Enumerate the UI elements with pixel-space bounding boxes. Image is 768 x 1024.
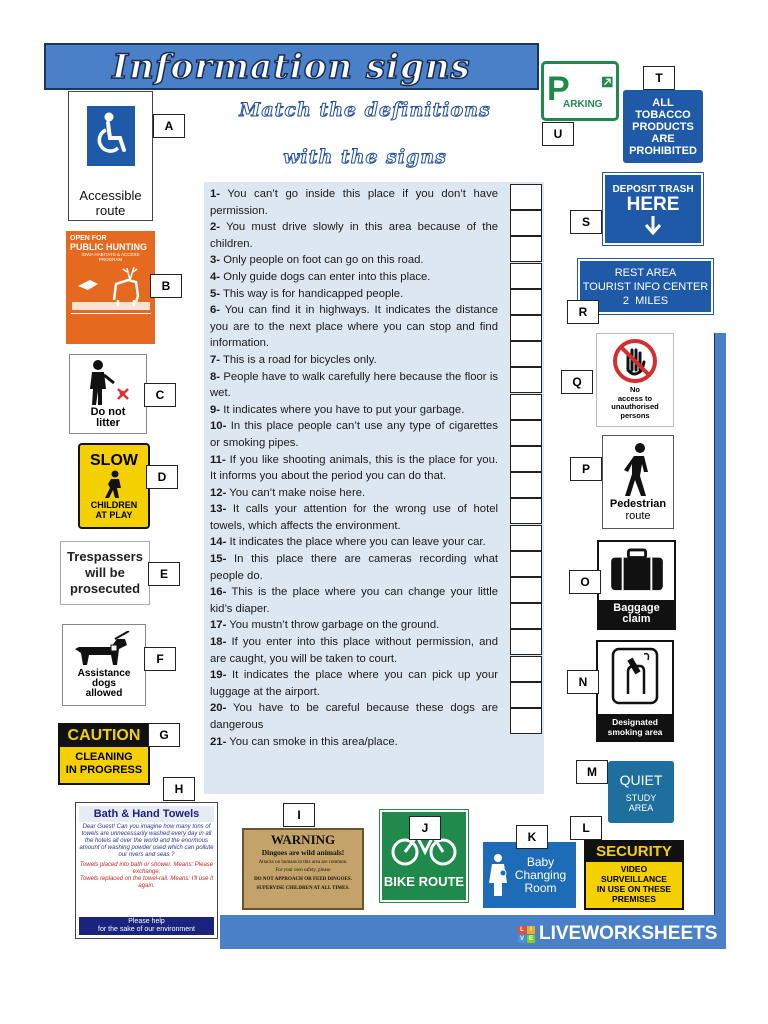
definition-item [210,452,498,485]
definition-number: 12- [210,486,227,499]
definition-item [210,734,498,751]
sign-noaccess-line4: persons [620,410,650,420]
sign-no-access [596,333,674,427]
answer-box[interactable] [510,656,542,682]
sign-slow-children [78,443,150,529]
sign-baby-line1: Baby [526,854,555,869]
definition-text: In this place people can’t use any type of cigarettes or smoking pipes. [210,420,498,449]
definition-text: If you enter into this place without permission, and are caught, you will be taken to court. [210,636,498,665]
diagonal-arrow-icon [602,69,613,95]
sign-quiet-study-area [608,761,674,823]
page-right-border [714,333,726,921]
definition-text: It indicates the place where you can leave your car. [229,536,486,549]
sign-deposit-trash [603,173,703,245]
definition-item [210,617,498,634]
definition-text: It indicates where you have to put your garbage. [223,403,465,416]
sign-dingo-warning [242,828,364,910]
running-child-icon [101,470,127,500]
definition-number: 9- [210,403,221,416]
letter-label-f: F [144,647,176,671]
sign-security-line3: SURVEILLANCE [601,874,667,884]
definition-number: 10- [210,420,227,433]
answer-box[interactable] [510,682,542,708]
definition-item [210,402,498,419]
page-title: Information signs [112,46,471,87]
definition-number: 4- [210,270,221,283]
definition-text: It calls your attention for the wrong use of hotel towels, which affects the environment. [210,503,499,532]
sign-security-line1: SECURITY [586,842,682,862]
definition-text: You have to be careful because these dogs are dangerous [210,702,499,731]
definition-number: 20- [210,702,227,715]
sign-trash-line1: DEPOSIT TRASH [612,183,694,195]
sign-dingo-line2: Dingoes are wild animals! [261,848,345,857]
letter-label-c: C [144,383,176,407]
liveworksheets-brand: LIVEWORKSHEETS [539,923,718,944]
definition-text: Only people on foot can go on this road. [223,254,424,267]
sign-dingo-line1: WARNING [270,832,336,847]
sign-litter-line2: litter [96,417,120,429]
lw-mark-letter: L [518,926,526,934]
definition-item [210,219,498,252]
definition-item [210,534,498,551]
sign-designated-smoking [596,640,674,742]
guide-dog-icon [71,631,137,669]
sign-caution-line3: IN PROGRESS [65,764,143,776]
sign-accessible-line1: Accessible [79,188,142,203]
liveworksheets-mark-icon [518,926,535,943]
answer-box[interactable] [510,263,542,289]
letter-label-h: H [163,777,195,801]
sign-caution-line2: CLEANING [75,751,133,763]
sign-noaccess-line3: unauthorised [611,402,659,411]
litter-person-icon [80,359,136,407]
sign-security-line2: VIDEO [620,864,648,874]
liveworksheets-logo [518,923,723,945]
lw-mark-letter: I [527,926,535,934]
sign-towels-title: Bath & Hand Towels [79,806,214,822]
definition-text: Only guide dogs can enter into this place. [223,270,431,283]
letter-label-d: D [146,465,178,489]
answer-box[interactable] [510,210,542,236]
sign-quiet-line1: QUIET [619,772,663,788]
answer-box[interactable] [510,629,542,655]
definition-number: 19- [210,669,227,682]
sign-slow-line2: CHILDREN [90,500,138,510]
sign-dingo-line6: SUPERVISE CHILDREN AT ALL TIMES. [256,886,350,891]
lw-mark-letter: V [519,935,524,942]
sign-noaccess-line2: access to [617,393,653,403]
letter-label-a: A [153,114,185,138]
pedestrian-icon [618,442,658,498]
definition-number: 14- [210,536,227,549]
letter-label-n: N [567,670,599,694]
definition-text: This is a road for bicycles only. [222,353,377,366]
definition-item [210,252,498,269]
sign-trespassers-line2: will be [85,565,125,580]
sign-accessible-line2: route [95,203,126,218]
definition-text: This way is for handicapped people. [222,287,404,300]
sign-dingo-line4: For your own safety, please [275,868,331,873]
definition-text: It indicates the place where you can pick up your luggage at the airport. [210,669,499,698]
sign-towels-footer1: Please help [128,918,165,925]
subtitle-line-2: with the signs [283,146,447,168]
definition-item [210,700,498,733]
sign-baggage-claim [597,540,676,630]
sign-tobacco-line2: TOBACCO [635,108,691,121]
sign-towels-rule2: Towels replaced on the towel-rail. Means: I'll use it again. [79,876,214,889]
sign-tobacco-line1: ALL [652,96,674,109]
definition-item [210,485,498,502]
definition-number: 17- [210,619,227,632]
answer-box[interactable] [510,420,542,446]
sign-caution-cleaning [58,723,150,785]
sign-parking [541,61,619,121]
sign-assistance-line3: allowed [85,688,123,699]
definition-item [210,418,498,451]
letter-label-m: M [576,760,608,784]
sign-assistance-dogs [62,624,146,706]
definition-number: 16- [210,586,227,599]
letter-label-j: J [409,816,441,840]
definition-text: You can smoke in this area/place. [229,735,398,748]
sign-do-not-litter [69,354,147,434]
sign-slow-line3: AT PLAY [95,510,133,520]
answer-box[interactable] [510,289,542,315]
sign-rest-line2: TOURIST INFO CENTER [582,280,709,293]
answer-box[interactable] [510,498,542,524]
answer-box[interactable] [510,603,542,629]
answer-box[interactable] [510,446,542,472]
definition-text: You can’t go inside this place if you don’t have permission. [210,188,499,217]
letter-label-r: R [567,300,599,324]
answer-box[interactable] [510,708,542,734]
definition-number: 21- [210,735,227,748]
sign-security-line5: PREMISES [612,894,656,904]
definition-item [210,667,498,700]
sign-tobacco-line4: ARE [651,132,675,145]
lw-mark-letter: E [528,935,533,942]
sign-rest-line3: 2 MILES [622,294,669,307]
sign-caution-line1: CAUTION [60,725,148,747]
suitcase-icon [606,548,668,592]
definition-text: You mustn’t throw garbage on the ground. [229,619,440,632]
sign-security-line4: IN USE ON THESE [596,884,672,894]
definition-number: 1- [210,188,221,200]
definition-text: You can find it in highways. It indicates the distance you are to the next place where you can stop and find information. [210,304,498,350]
definition-number: 6- [210,304,221,317]
sign-assistance-line2: dogs [92,678,116,689]
sign-hunting-line1: OPEN FOR [70,235,107,242]
deer-and-pheasant-icon [72,262,150,310]
sign-baby-changing [483,842,576,908]
definitions-list [210,186,498,750]
letter-label-o: O [569,570,601,594]
sign-towels-rule1: Towels placed into bath or shower. Means: Please exchange. [79,862,214,875]
definition-text: You can’t make noise here. [229,486,366,499]
sign-tobacco-line3: PRODUCTS [632,120,694,133]
definition-number: 3- [210,254,221,267]
letter-label-b: B [150,274,182,298]
sign-pedestrian-route [602,435,674,529]
answer-box[interactable] [510,367,542,393]
answer-box[interactable] [510,236,542,262]
letter-label-e: E [148,562,180,586]
sign-bike-line1: BIKE ROUTE [383,873,465,889]
answer-box[interactable] [510,315,542,341]
definition-number: 13- [210,503,227,516]
sign-smoking-line1: Designated [612,717,658,727]
sign-baby-line3: Room [524,880,557,895]
sign-security-surveillance [584,840,684,910]
definition-number: 2- [210,221,221,234]
letter-label-q: Q [561,370,593,394]
sign-litter-line1: Do not [90,406,126,418]
answer-box[interactable] [510,394,542,420]
definition-item [210,634,498,667]
sign-tobacco-line5: PROHIBITED [629,144,697,157]
definition-item [210,501,498,534]
wheelchair-icon [87,106,135,166]
sign-hunting-line2: PUBLIC HUNTING [70,242,147,252]
sign-assistance-line1: Assistance [77,668,131,679]
sign-noaccess-line1: No [629,385,640,394]
sign-trespassers-line3: prosecuted [69,581,141,596]
letter-label-l: L [570,816,602,840]
sign-public-hunting [66,231,155,344]
definition-text: You must drive slowly in this area because of the children. [210,221,499,250]
definition-item [210,186,498,219]
definition-number: 5- [210,287,221,300]
sign-trespassers [60,541,150,605]
sign-baby-line2: Changing [514,867,567,882]
answer-box[interactable] [510,525,542,551]
subtitle-line-1: Match the definitions [239,99,491,121]
definition-item [210,302,498,352]
answer-box[interactable] [510,184,542,210]
sign-trash-line2: HERE [626,193,680,215]
sign-quiet-line2: STUDY [625,793,657,803]
definition-text: People have to walk carefully here because the floor is wet. [210,370,499,400]
sign-trespassers-line1: Trespassers [67,549,143,564]
sign-accessible-route [68,91,153,221]
cigarette-hand-icon [610,646,660,706]
definition-number: 15- [210,553,227,566]
answer-box[interactable] [510,551,542,577]
letter-label-p: P [570,457,602,481]
sign-dingo-line5: DO NOT APPROACH OR FEED DINGOES. [254,877,352,882]
sign-rest-line1: REST AREA [614,266,677,279]
definition-number: 7- [210,353,221,366]
sign-pedestrian-line1: Pedestrian [609,498,667,510]
sign-baggage-line2: claim [622,613,651,625]
definition-item [210,551,498,584]
definition-item [210,286,498,303]
sign-tobacco-prohibited [623,90,703,163]
definition-number: 18- [210,636,227,649]
sign-slow-line1: SLOW [90,452,138,469]
sign-baggage-line1: Baggage [613,602,660,614]
letter-label-k: K [516,825,548,849]
definition-text: If you like shooting animals, this is the place for you. It informs you about the period you can do that. [210,453,499,483]
definition-item [210,352,498,369]
parent-with-baby-icon [487,853,509,897]
letter-label-u: U [542,122,574,146]
definition-number: 8- [210,370,221,383]
sign-bath-towels [75,802,218,939]
definition-item [210,369,498,402]
sign-quiet-line3: AREA [628,803,654,813]
definition-item [210,584,498,617]
letter-label-t: T [643,66,675,90]
definition-text: This is the place where you can change your little kid’s diaper. [210,586,498,615]
sign-parking-line2: ARKING [563,99,603,110]
sign-parking-line1: P [547,70,570,108]
answer-box[interactable] [510,577,542,603]
sign-pedestrian-line2: route [625,510,651,522]
definition-item [210,269,498,286]
answer-box[interactable] [510,341,542,367]
definition-text: In this place there are cameras recording what people do. [210,553,498,582]
no-entry-hand-icon [610,338,660,384]
sign-smoking-line2: smoking area [607,727,663,737]
letter-label-s: S [570,210,602,234]
down-arrow-icon [643,215,663,235]
definition-number: 11- [210,453,226,466]
sign-hunting-line3: IOWA HABITATS & ACCESS PROGRAM [81,252,140,262]
sign-dingo-line3: Attacks on humans in this area are common. [258,860,348,865]
sign-towels-footer2: for the sake of our environment [98,926,195,933]
letter-label-i: I [283,803,315,827]
letter-label-g: G [148,723,180,747]
title-banner [44,43,539,90]
sign-towels-body: Dear Guest! Can you imagine how many tons of towels are unnecessarily washed every day in all the hotels all over the world and the enormous amount of washing powder used which can pollute our rivers and seas ? [79,824,214,858]
answer-box[interactable] [510,472,542,498]
